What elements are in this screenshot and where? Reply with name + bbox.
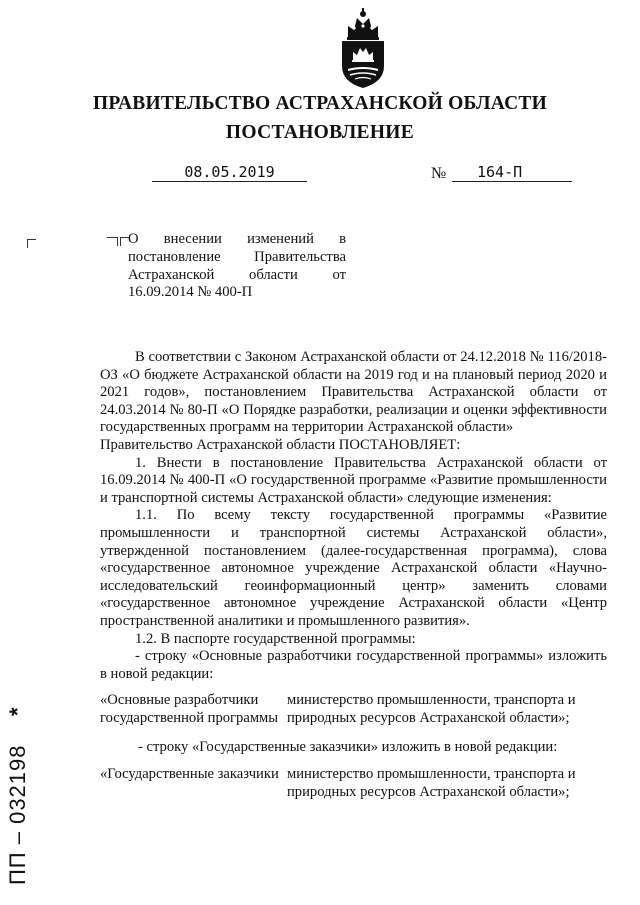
customers-instruction: - строку «Государственные заказчики» изложить в новой редакции:: [138, 739, 558, 756]
document-date: 08.05.2019: [184, 163, 275, 181]
decree-line: Правительство Астраханской области ПОСТАНОВЛЯЕТ:: [100, 436, 461, 453]
preamble-paragraph: В соответствии с Законом Астраханской области от 24.12.2018 № 116/2018-ОЗ «О бюджете Астраханской области на 2019 год и на плановый период 2020 и 2021 годов», постановлением Правительства Астраханской области от 24.03.2014 № 80-П «О Порядке разработки, реализации и оценки эффективности государственных программ на территории Астраханской области»: [100, 349, 607, 436]
astrakhan-coat-of-arms-icon: [338, 8, 388, 90]
customers-table-row: [100, 766, 607, 801]
date-underline: [152, 181, 307, 182]
star-mark: *: [5, 706, 30, 717]
developers-row-label: «Основные разработчики государственной программы: [100, 692, 279, 726]
item-1-2-paragraph: 1.2. В паспорте государственной программы:: [135, 630, 416, 647]
margin-serial-stamp: [5, 706, 31, 885]
document-body: [100, 349, 607, 801]
number-underline: [452, 181, 572, 182]
item-1-paragraph: 1. Внести в постановление Правительства Астраханской области от 16.09.2014 № 400-П «О государственной программе «Развитие промышленности и транспортной системы Астраханской области» следующие изменения:: [100, 454, 607, 506]
margin-corner-mark: [27, 239, 36, 248]
document-subject: О внесении изменений в постановление Правительства Астраханской области от 16.09.2014 № 400-П: [128, 231, 346, 301]
developers-table-row: [100, 692, 607, 727]
document-type-title: ПОСТАНОВЛЕНИЕ: [225, 122, 415, 143]
developers-row-value: министерство промышленности, транспорта и природных ресурсов Астраханской области»;: [287, 692, 576, 726]
serial-number: ПП – 032198: [5, 744, 30, 885]
organization-title: ПРАВИТЕЛЬСТВО АСТРАХАНСКОЙ ОБЛАСТИ: [93, 93, 547, 114]
number-sign: №: [431, 165, 447, 182]
customers-row-value: министерство промышленности, транспорта и природных ресурсов Астраханской области»;: [287, 766, 576, 800]
document-number: 164-П: [477, 163, 523, 181]
subject-tick-mark: [107, 237, 118, 246]
item-1-1-paragraph: 1.1. По всему тексту государственной программы «Развитие промышленности и транспортной системы Астраханской области», утвержденной постановлением (далее-государственная программа), слова «государственное автономное учреждение Астраханской области «Научно-исследовательский геоинформационный центр» заменить словами «государственное автономное учреждение Астраханской области «Центр пространственной аналитики и промышленного развития».: [100, 507, 607, 629]
developers-instruction: - строку «Основные разработчики государственной программы» изложить в новой редакции:: [100, 648, 607, 682]
customers-row-label: «Государственные заказчики: [100, 766, 279, 783]
